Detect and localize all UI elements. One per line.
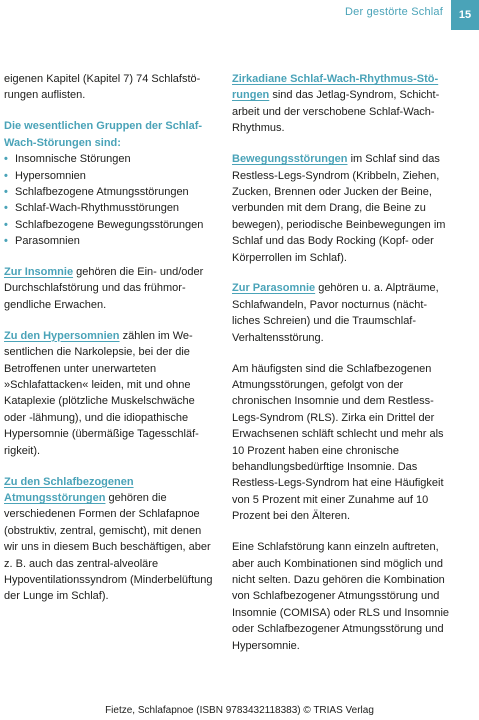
parasomnie-term: Zur Parasomnie bbox=[232, 282, 316, 295]
bullet-icon: • bbox=[4, 202, 8, 215]
atmung-term: Zu den Schlafbezogenen Atmungsstörungen bbox=[4, 475, 134, 504]
list-item: • Hypersomnien bbox=[4, 168, 218, 184]
bullet-icon: • bbox=[4, 153, 8, 166]
page-number: 15 bbox=[451, 0, 479, 30]
zirkadian-paragraph: Zirkadiane Schlaf-Wach-Rhythmus-Störungen sind das Jetlag-Syndrom, Schichtarbeit und der verschobene Schlaf-Wach-Rhythmus. bbox=[232, 73, 440, 135]
list-item: • Schlafbezogene Atmungsstörungen bbox=[4, 184, 218, 200]
groups-heading: Die wesentlichen Gruppen der Schlaf-Wach-Störungen sind: bbox=[4, 120, 203, 149]
atmung-paragraph: Zu den Schlafbezogenen Atmungsstörungen gehören die verschiedenen Formen der Schlafapnoe (obstruktiv, zentral, gemischt), mit denen wir uns in diesem Buch beschäftigen, aber z. B. auch das zentral-alveoläre Hypoventilationssyndrom (Minderbelüftung der Lunge im Schlaf). bbox=[4, 475, 213, 603]
prevalence-paragraph: Am häufigsten sind die Schlafbezogenen Atmungsstörungen, gefolgt von der chronischen Insomnie und dem Restless-Legs-Syndrom (RLS). Zirka ein Drittel der Erwachsenen schläft schlecht und mehr als 10 Prozent haben eine chronische behandlungsbedürftige Insomnie. Das Restless-Legs-Syndrom hat eine Häufigkeit von 5 Prozent mit einer Zunahme auf 10 Prozent bei den Älteren. bbox=[232, 362, 444, 523]
right-column bbox=[232, 71, 450, 669]
bewegung-paragraph: Bewegungsstörungen im Schlaf sind das Restless-Legs-Syndrom (Kribbeln, Ziehen, Zucken, Brennen oder Jucken der Beine, verbunden mit dem Drang, die Beine zu bewegen), periodische Beinbewegungen im Schlaf und das Body Rocking (Kopf- oder Körperrollen im Schlaf). bbox=[232, 153, 446, 264]
bullet-icon: • bbox=[4, 235, 8, 248]
parasomnie-paragraph: Zur Parasomnie gehören u. a. Alpträume, Schlafwandeln, Pavor nocturnus (nächtliches Schreien) und die Traumschlaf-Verhaltensstörung. bbox=[232, 282, 439, 344]
hypersomnien-paragraph: Zu den Hypersomnien zählen im Wesentlichen die Narkolepsie, bei der die Betroffenen unter unerwarteten »Schlafattacken« leiden, mit und ohne Kataplexie (plötzliche Muskelschwäche oder -lähmung), und die idiopathische Hypersomnie (übermäßige Tagesschläfrigkeit). bbox=[4, 329, 199, 457]
running-header: Der gestörte Schlaf bbox=[345, 6, 443, 18]
list-item: • Insomnische Störungen bbox=[4, 151, 218, 167]
bewegung-term: Bewegungsstörungen bbox=[232, 153, 348, 166]
bullet-icon: • bbox=[4, 169, 8, 182]
hypersomnien-term: Zu den Hypersomnien bbox=[4, 329, 120, 342]
left-column bbox=[4, 71, 218, 619]
list-item: • Schlafbezogene Bewegungsstörungen bbox=[4, 217, 218, 233]
insomnie-term: Zur Insomnie bbox=[4, 266, 74, 279]
insomnie-paragraph: Zur Insomnie gehören die Ein- und/oder Durchschlafstörung und das frühmorgendliche Erwachen. bbox=[4, 266, 204, 311]
list-item: • Parasomnien bbox=[4, 233, 218, 249]
footer-copyright: Fietze, Schlafapnoe (ISBN 9783432118383) © TRIAS Verlag bbox=[105, 705, 374, 716]
zirkadian-term: Zirkadiane Schlaf-Wach-Rhythmus-Störungen bbox=[232, 73, 439, 102]
list-item: • Schlaf-Wach-Rhythmusstörungen bbox=[4, 200, 218, 216]
groups-list bbox=[4, 151, 218, 249]
combination-paragraph: Eine Schlafstörung kann einzeln auftreten, aber auch Kombinationen sind möglich und nicht selten. Dazu gehören die Kombination von Schlafbezogener Atmungsstörung und Insomnie (COMISA) oder RLS und Insomnie oder Schlafbezogener Atmungsstörung und Hypersomnie. bbox=[232, 541, 450, 652]
intro-paragraph: eigenen Kapitel (Kapitel 7) 74 Schlafstörungen auflisten. bbox=[4, 73, 201, 102]
bullet-icon: • bbox=[4, 185, 8, 198]
bullet-icon: • bbox=[4, 218, 8, 231]
